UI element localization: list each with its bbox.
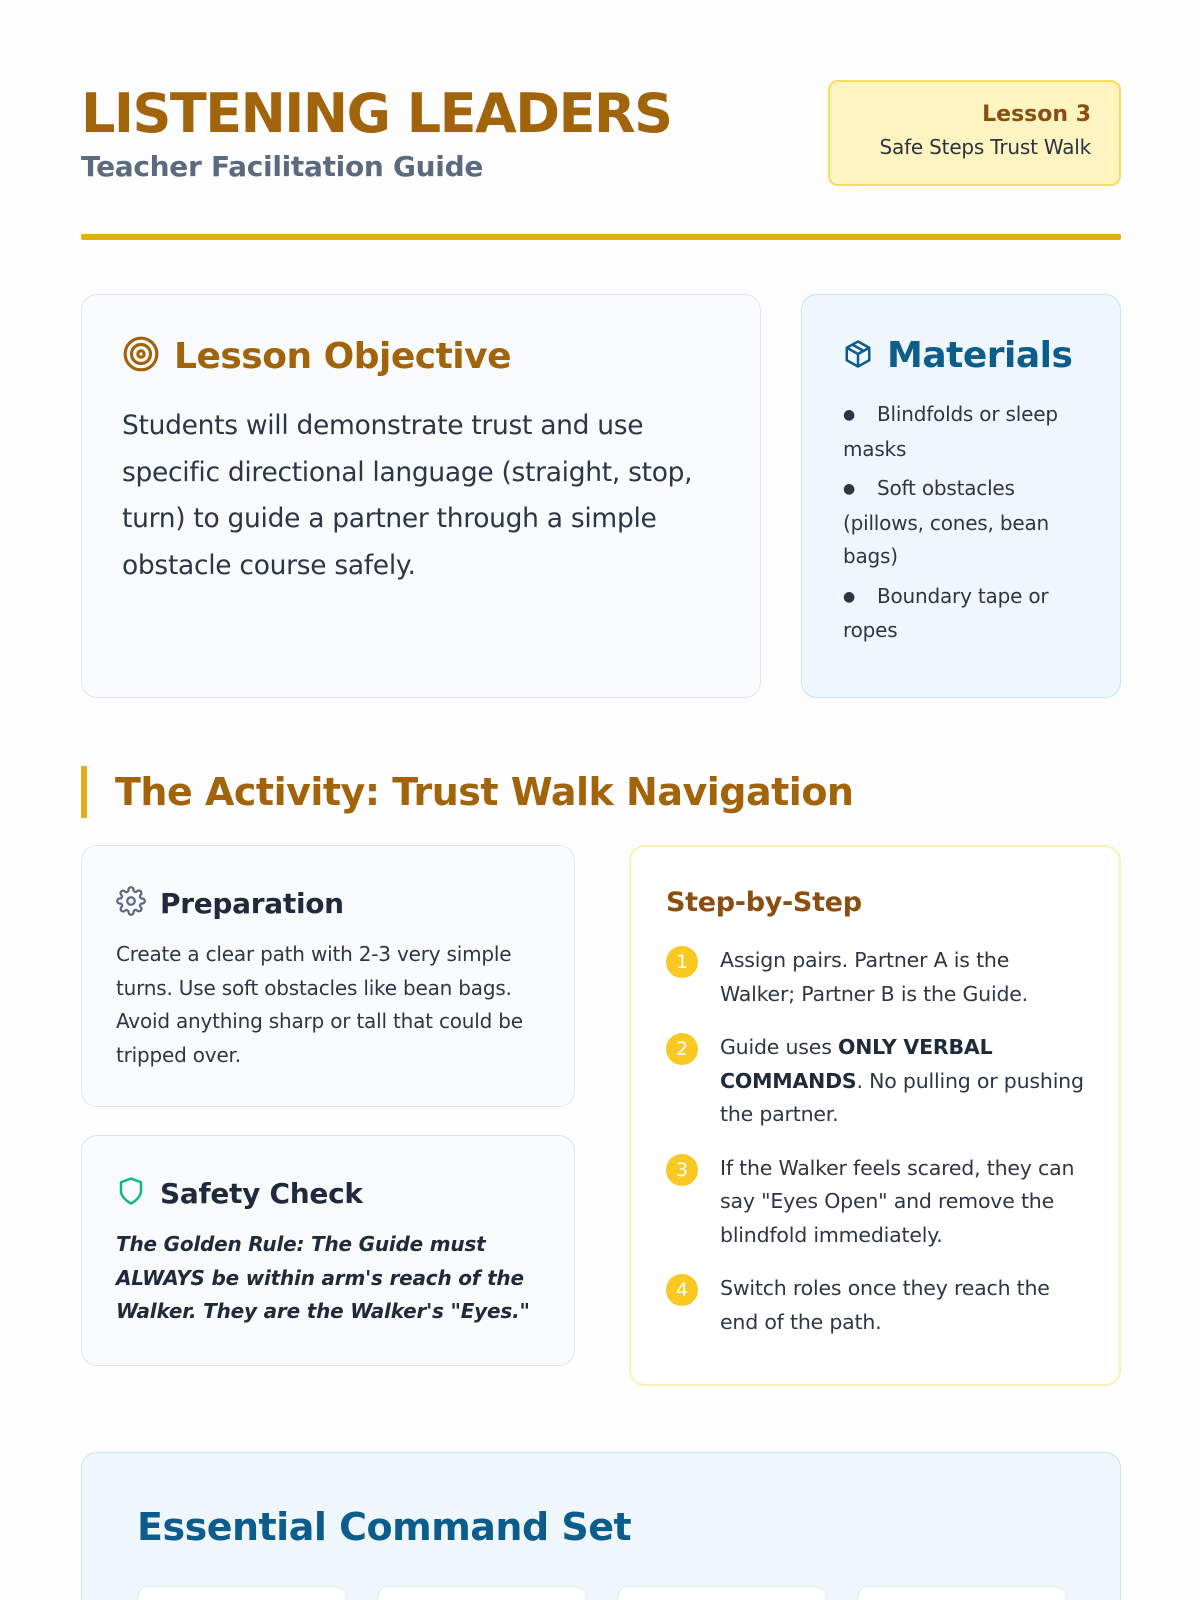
objective-text: Students will demonstrate trust and use specific directional language (straight, stop, turn) to guide a partner through a simple obstacle course safely. (122, 410, 693, 581)
activity-title: The Activity: Trust Walk Navigation (115, 770, 854, 814)
command-tile (377, 1586, 587, 1600)
box-icon (843, 339, 873, 373)
lesson-number: Lesson 3 (982, 102, 1091, 127)
page-header (81, 80, 1121, 240)
commands-card (81, 1452, 1121, 1600)
steps-title: Step-by-Step (666, 887, 862, 918)
activity-section-heading (81, 766, 853, 818)
steps-card (629, 845, 1121, 1386)
objective-card (81, 294, 761, 698)
objective-title: Lesson Objective (174, 335, 512, 377)
steps-list (666, 944, 1084, 1339)
command-tile (137, 1586, 347, 1600)
step-number-badge: 1 (666, 946, 698, 978)
shield-icon (116, 1176, 146, 1210)
lesson-badge (828, 80, 1121, 186)
list-item (666, 1272, 1084, 1339)
list-item (666, 944, 1084, 1011)
command-tile (617, 1586, 827, 1600)
step-number-badge: 2 (666, 1033, 698, 1065)
step-text: If the Walker feels scared, they can say "Eyes Open" and remove the blindfold immediately. (720, 1155, 1075, 1247)
list-item: ● Boundary tape or ropes (843, 583, 1049, 642)
materials-title: Materials (887, 335, 1073, 376)
command-tiles (137, 1586, 1067, 1600)
lesson-name: Safe Steps Trust Walk (879, 135, 1091, 159)
list-item (666, 1031, 1084, 1132)
page-subtitle: Teacher Facilitation Guide (81, 150, 484, 183)
step-text: Switch roles once they reach the end of the path. (720, 1276, 1050, 1334)
step-text: Assign pairs. Partner A is the Walker; Partner B is the Guide. (720, 948, 1028, 1006)
preparation-title: Preparation (160, 886, 344, 920)
materials-list (843, 398, 1080, 648)
list-item (666, 1152, 1084, 1253)
gear-icon (116, 886, 146, 920)
command-tile (857, 1586, 1067, 1600)
step-text: Guide uses ONLY VERBAL COMMANDS. No pulling or pushing the partner. (720, 1035, 1084, 1126)
list-item: ● Blindfolds or sleep masks (843, 402, 1058, 461)
safety-title: Safety Check (160, 1176, 363, 1210)
commands-title: Essential Command Set (137, 1505, 632, 1549)
preparation-card (81, 845, 575, 1107)
materials-card (801, 294, 1121, 698)
safety-card (81, 1135, 575, 1366)
target-icon (122, 335, 160, 377)
header-divider (81, 234, 1121, 240)
page-title: LISTENING LEADERS (81, 82, 672, 145)
step-number-badge: 4 (666, 1274, 698, 1306)
preparation-text: Create a clear path with 2-3 very simple turns. Use soft obstacles like bean bags. Avoid anything sharp or tall that could be tripped over. (116, 942, 523, 1067)
step-number-badge: 3 (666, 1154, 698, 1186)
list-item: ● Soft obstacles (pillows, cones, bean bags) (843, 476, 1049, 568)
safety-text: The Golden Rule: The Guide must ALWAYS be within arm's reach of the Walker. They are the Walker's "Eyes." (116, 1232, 530, 1323)
